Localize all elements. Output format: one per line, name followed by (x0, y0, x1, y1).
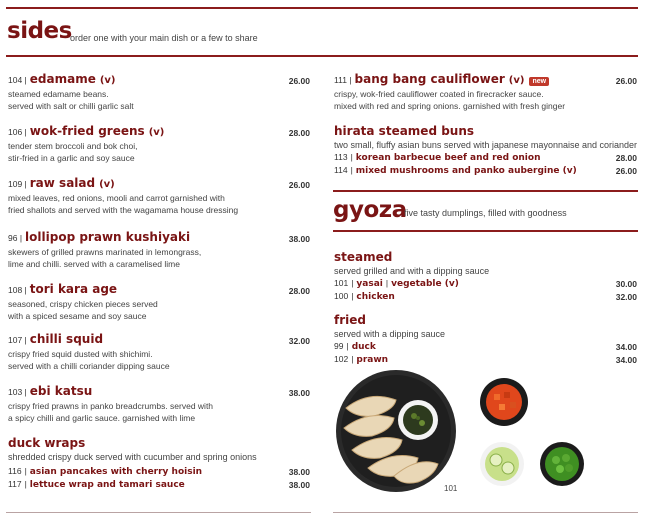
gyoza-photo (334, 368, 594, 496)
desc-line: steamed edamame beans. (8, 89, 109, 99)
veg-tag: (v) (508, 75, 525, 86)
price: 28.00 (288, 286, 310, 296)
price: 28.00 (615, 153, 637, 163)
row-sep: | (350, 152, 353, 162)
price: 38.00 (288, 388, 310, 398)
desc-line: lime and chilli. served with a caramelised lime (8, 259, 180, 269)
fried-desc: served with a dipping sauce (334, 329, 446, 339)
row-inner-sep: | (385, 278, 389, 288)
desc-line: mixed with red and spring onions. garnished with fresh ginger (334, 101, 566, 111)
row-code: 114 (334, 165, 348, 175)
price: 26.00 (288, 180, 310, 190)
item-desc (8, 298, 308, 322)
price: 26.00 (615, 166, 637, 176)
desc-line: seasoned, crispy chicken pieces served (8, 299, 158, 309)
row-sep: | (351, 354, 354, 364)
desc-line: mixed leaves, red onions, mooli and carrot garnished with (8, 193, 225, 203)
menu-item (8, 72, 308, 112)
price: 34.00 (615, 355, 637, 365)
item-name: tori kara age (29, 282, 118, 296)
menu-item-bang-bang (334, 72, 604, 112)
price: 26.00 (288, 76, 310, 86)
row-code: 113 (334, 152, 348, 162)
menu-item (8, 230, 308, 270)
price: 28.00 (288, 128, 310, 138)
price: 30.00 (615, 279, 637, 289)
item-name: bang bang cauliflower (354, 72, 505, 86)
gyoza-title: gyoza (333, 197, 407, 223)
row-sep: | (24, 466, 27, 476)
item-desc (8, 246, 308, 270)
gyoza-bottom-rule (333, 230, 638, 232)
sides-title: sides (7, 18, 72, 44)
desc-line: served with salt or chilli garlic salt (8, 101, 134, 111)
desc-line: crispy, wok-fried cauliflower coated in firecracker sauce. (334, 89, 544, 99)
row-code: 116 (8, 466, 22, 476)
row-code: 117 (8, 479, 22, 489)
item-desc (8, 140, 308, 164)
price: 38.00 (288, 467, 310, 477)
price: 32.00 (615, 292, 637, 302)
desc-line: crispy fried squid dusted with shichimi. (8, 349, 153, 359)
left-bottom-rule (6, 512, 311, 513)
row-code: 99 (334, 341, 344, 351)
row-name: chicken (356, 292, 395, 302)
new-badge: new (529, 77, 549, 86)
item-name: raw salad (29, 176, 96, 190)
sides-rule (6, 55, 638, 57)
price: 34.00 (615, 342, 637, 352)
row-extra: vegetable (v) (391, 279, 459, 289)
desc-line: a spicy chilli and garlic sauce. garnished with lime (8, 413, 196, 423)
menu-item (8, 282, 308, 322)
row-sep: | (351, 278, 354, 288)
price: 26.00 (615, 76, 637, 86)
sides-subtitle: order one with your main dish or a few to share (70, 33, 258, 43)
row-code: 102 (334, 354, 349, 364)
menu-item (8, 332, 308, 372)
item-code: 108 | (8, 285, 27, 295)
fried-row-2 (334, 354, 388, 365)
row-name: prawn (356, 355, 389, 365)
row-name: mixed mushrooms and panko aubergine (v) (355, 166, 577, 176)
item-code: 96 | (8, 233, 23, 243)
hirata-desc: two small, fluffy asian buns served with japanese mayonnaise and coriander (334, 140, 638, 150)
menu-item (8, 176, 308, 216)
fried-row-1 (334, 341, 376, 352)
item-code: 103 | (8, 387, 27, 397)
menu-item (8, 384, 308, 424)
desc-line: crispy fried prawns in panko breadcrumbs. served with (8, 401, 214, 411)
gyoza-subtitle: five tasty dumplings, filled with goodness (404, 208, 567, 218)
item-name: chilli squid (29, 332, 104, 346)
fried-title: fried (334, 313, 366, 327)
row-code: 100 (334, 291, 349, 301)
duck-row-2 (8, 479, 185, 490)
desc-line: served with a chilli coriander dipping sauce (8, 361, 170, 371)
row-name: lettuce wrap and tamari sauce (29, 480, 185, 490)
item-name: edamame (29, 72, 96, 86)
price: 32.00 (288, 336, 310, 346)
desc-line: fried shallots and served with the wagamama house dressing (8, 205, 239, 215)
item-code: 107 | (8, 335, 27, 345)
price: 38.00 (288, 234, 310, 244)
item-name: wok-fried greens (29, 124, 145, 138)
item-desc (334, 88, 604, 112)
steamed-row-2 (334, 291, 395, 302)
veg-tag: (v) (99, 179, 115, 190)
top-rule (6, 7, 638, 9)
duck-row-1 (8, 466, 202, 477)
item-name: ebi katsu (29, 384, 93, 398)
row-name: duck (351, 342, 376, 352)
row-name: korean barbecue beef and red onion (355, 153, 541, 163)
photo-caption: 101 (444, 484, 458, 493)
item-code: 109 | (8, 179, 27, 189)
item-code: 111 | (334, 75, 352, 85)
row-sep: | (351, 291, 354, 301)
row-sep: | (24, 479, 27, 489)
row-name: yasai (356, 279, 383, 289)
item-desc (8, 400, 308, 424)
row-sep: | (346, 341, 349, 351)
duck-wraps-desc: shredded crispy duck served with cucumber and spring onions (8, 452, 257, 462)
right-bottom-rule (333, 512, 638, 513)
steamed-desc: served grilled and with a dipping sauce (334, 266, 490, 276)
menu-item (8, 124, 308, 164)
item-desc (8, 192, 308, 216)
item-code: 104 | (8, 75, 27, 85)
desc-line: tender stem broccoli and bok choi, (8, 141, 138, 151)
hirata-title: hirata steamed buns (334, 124, 475, 138)
desc-line: stir-fried in a garlic and soy sauce (8, 153, 135, 163)
desc-line: skewers of grilled prawns marinated in lemongrass, (8, 247, 202, 257)
gyoza-top-rule (333, 190, 638, 192)
steamed-row-1 (334, 278, 459, 289)
item-desc (8, 88, 308, 112)
row-code: 101 (334, 278, 349, 288)
row-name: asian pancakes with cherry hoisin (29, 467, 203, 477)
item-desc (8, 348, 308, 372)
row-sep: | (350, 165, 353, 175)
hirata-row-1 (334, 152, 540, 163)
veg-tag: (v) (148, 127, 165, 138)
veg-tag: (v) (99, 75, 116, 86)
hirata-row-2 (334, 165, 577, 176)
duck-wraps-title: duck wraps (8, 436, 86, 450)
steamed-title: steamed (334, 250, 393, 264)
item-name: lollipop prawn kushiyaki (25, 230, 191, 244)
desc-line: with a spiced sesame and soy sauce (8, 311, 147, 321)
item-code: 106 | (8, 127, 27, 137)
price: 38.00 (288, 480, 310, 490)
